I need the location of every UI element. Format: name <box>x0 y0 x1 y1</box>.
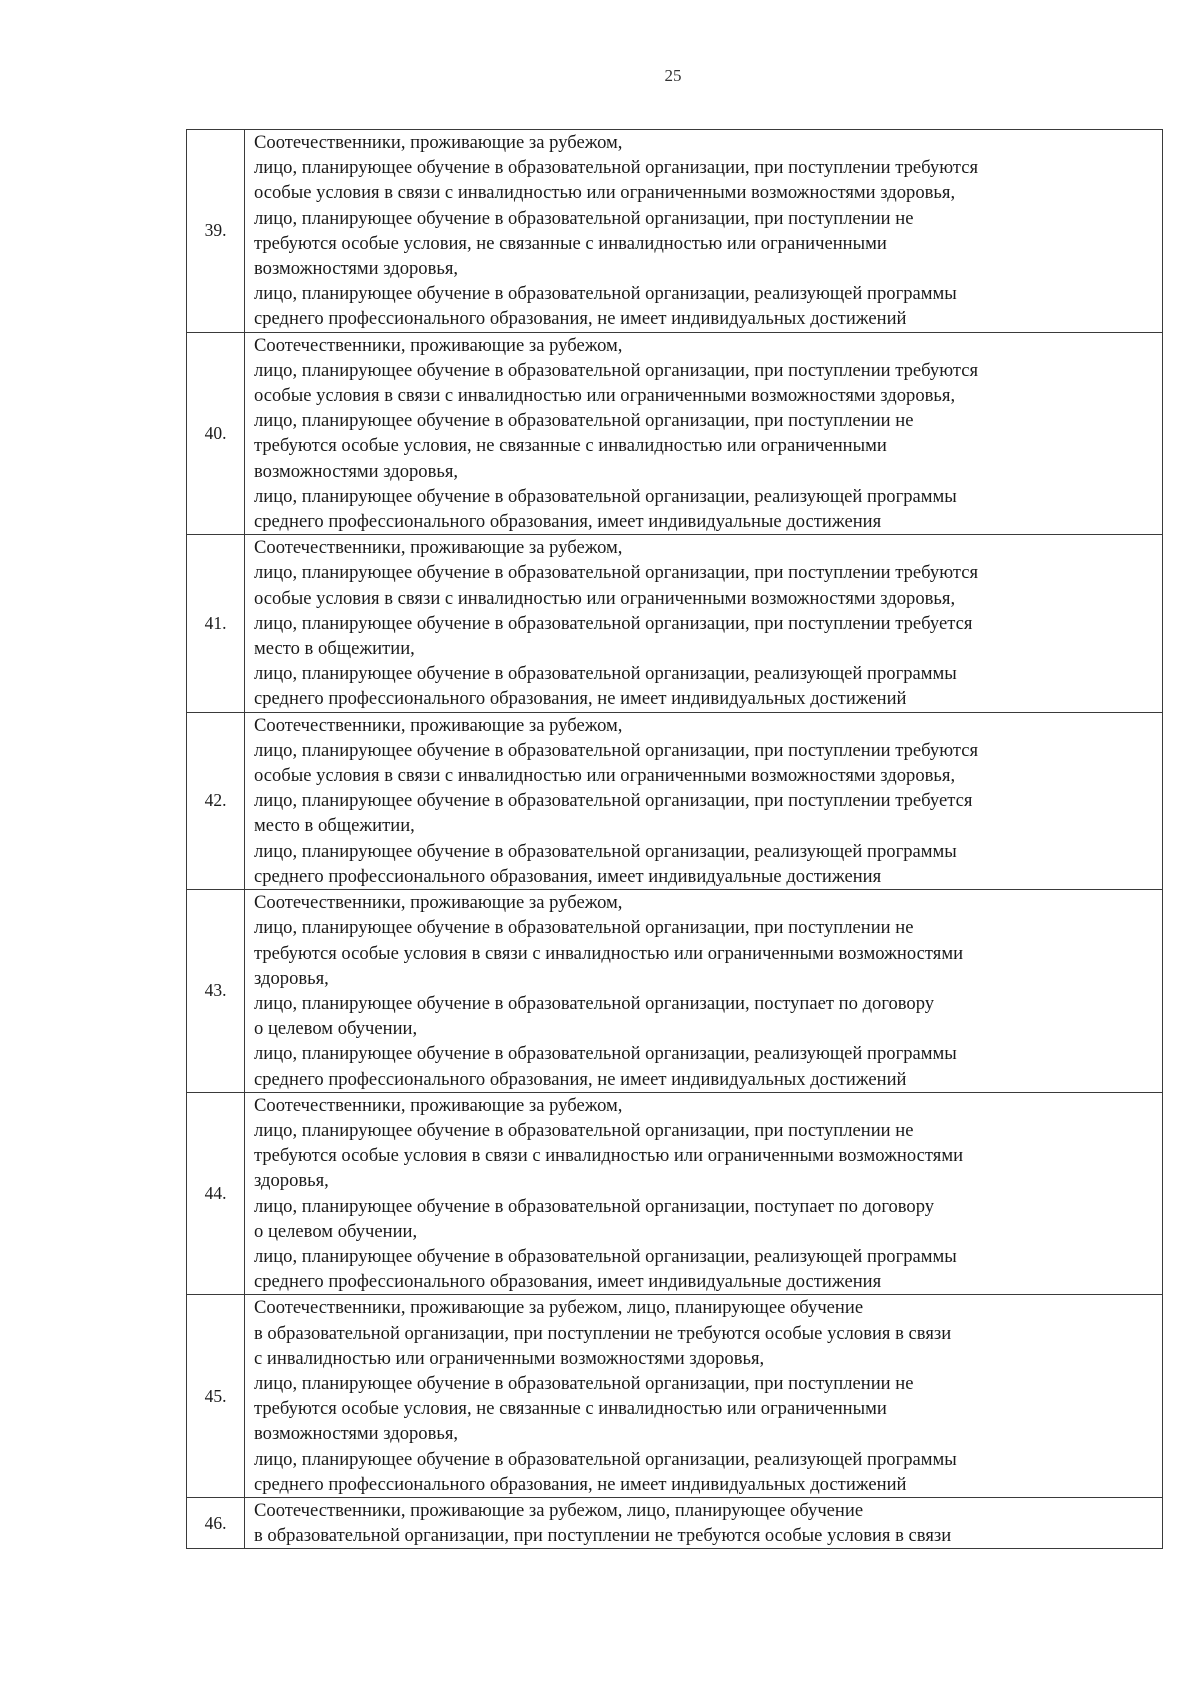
text-line: возможностями здоровья, <box>254 460 459 482</box>
row-number: 42. <box>187 712 245 889</box>
row-text <box>245 890 1163 1093</box>
text-line: требуются особые условия, не связанные с инвалидностью или ограниченными <box>254 1398 887 1420</box>
row-number: 44. <box>187 1092 245 1295</box>
text-line: Соотечественники, проживающие за рубежом, <box>254 334 623 356</box>
text-line: лицо, планирующее обучение в образовательной организации, при поступлении не <box>254 207 914 229</box>
text-line: лицо, планирующее обучение в образовательной организации, при поступлении требуется <box>254 612 973 634</box>
text-line: Соотечественники, проживающие за рубежом, лицо, планирующее обучение <box>254 1499 864 1521</box>
text-line: Соотечественники, проживающие за рубежом, <box>254 132 623 153</box>
text-line: лицо, планирующее обучение в образовательной организации, реализующей программы <box>254 840 957 862</box>
text-line: лицо, планирующее обучение в образовательной организации, при поступлении требуются <box>254 739 979 761</box>
text-line: Соотечественники, проживающие за рубежом, <box>254 537 623 559</box>
page-number: 25 <box>664 66 682 85</box>
text-line: лицо, планирующее обучение в образовательной организации, реализующей программы <box>254 1245 957 1267</box>
text-line: место в общежитии, <box>254 638 415 660</box>
text-line: требуются особые условия в связи с инвалидностью или ограниченными возможностями <box>254 942 964 964</box>
row-text <box>245 1497 1163 1548</box>
text-line: о целевом обучении, <box>254 1220 418 1242</box>
table-row <box>187 535 1163 712</box>
text-line: в образовательной организации, при поступлении не требуются особые условия в связи <box>254 1322 952 1344</box>
text-line: здоровья, <box>254 967 329 989</box>
text-line: среднего профессионального образования, имеет индивидуальные достижения <box>254 511 882 533</box>
row-number: 40. <box>187 332 245 535</box>
text-line: лицо, планирующее обучение в образовательной организации, поступает по договору <box>254 992 935 1014</box>
table-row <box>187 332 1163 535</box>
text-line: Соотечественники, проживающие за рубежом, <box>254 714 623 736</box>
text-line: требуются особые условия, не связанные с инвалидностью или ограниченными <box>254 435 887 457</box>
text-line: среднего профессионального образования, не имеет индивидуальных достижений <box>254 308 907 330</box>
row-text <box>245 535 1163 712</box>
text-line: лицо, планирующее обучение в образовательной организации, реализующей программы <box>254 283 957 305</box>
text-line: среднего профессионального образования, не имеет индивидуальных достижений <box>254 1473 907 1495</box>
text-line: лицо, планирующее обучение в образовательной организации, при поступлении не <box>254 1372 914 1394</box>
text-line: возможностями здоровья, <box>254 1423 459 1445</box>
text-line: лицо, планирующее обучение в образовательной организации, поступает по договору <box>254 1195 935 1217</box>
text-line: особые условия в связи с инвалидностью или ограниченными возможностями здоровья, <box>254 765 956 787</box>
text-line: лицо, планирующее обучение в образовательной организации, при поступлении требуются <box>254 359 979 381</box>
table-row <box>187 130 1163 333</box>
table-row <box>187 1497 1163 1548</box>
row-text <box>245 712 1163 889</box>
text-line: возможностями здоровья, <box>254 258 459 280</box>
text-line: требуются особые условия, не связанные с инвалидностью или ограниченными <box>254 232 887 254</box>
text-line: среднего профессионального образования, не имеет индивидуальных достижений <box>254 1068 907 1090</box>
text-line: лицо, планирующее обучение в образовательной организации, при поступлении требуются <box>254 562 979 584</box>
text-line: здоровья, <box>254 1170 329 1192</box>
table-row <box>187 890 1163 1093</box>
table-row <box>187 1092 1163 1295</box>
text-line: лицо, планирующее обучение в образовательной организации, при поступлении не <box>254 1119 914 1141</box>
table-row <box>187 712 1163 889</box>
row-text <box>245 332 1163 535</box>
row-number: 46. <box>187 1497 245 1548</box>
text-line: лицо, планирующее обучение в образовательной организации, реализующей программы <box>254 1043 957 1065</box>
text-line: Соотечественники, проживающие за рубежом, лицо, планирующее обучение <box>254 1297 864 1319</box>
text-line: требуются особые условия в связи с инвалидностью или ограниченными возможностями <box>254 1145 964 1167</box>
text-line: лицо, планирующее обучение в образовательной организации, при поступлении требуются <box>254 157 979 179</box>
text-line: лицо, планирующее обучение в образовательной организации, при поступлении требуется <box>254 790 973 812</box>
text-line: с инвалидностью или ограниченными возможностями здоровья, <box>254 1347 765 1369</box>
text-line: особые условия в связи с инвалидностью или ограниченными возможностями здоровья, <box>254 182 956 204</box>
text-line: лицо, планирующее обучение в образовательной организации, при поступлении не <box>254 917 914 939</box>
text-line: среднего профессионального образования, имеет индивидуальные достижения <box>254 1271 882 1293</box>
row-number: 39. <box>187 130 245 333</box>
row-number: 41. <box>187 535 245 712</box>
text-line: в образовательной организации, при поступлении не требуются особые условия в связи <box>254 1525 952 1547</box>
row-text <box>245 1295 1163 1498</box>
text-line: лицо, планирующее обучение в образовательной организации, реализующей программы <box>254 485 957 507</box>
text-line: место в общежитии, <box>254 815 415 837</box>
table-row <box>187 1295 1163 1498</box>
text-line: лицо, планирующее обучение в образовательной организации, реализующей программы <box>254 1448 957 1470</box>
criteria-table <box>186 129 1163 1549</box>
text-line: среднего профессионального образования, не имеет индивидуальных достижений <box>254 688 907 710</box>
text-line: Соотечественники, проживающие за рубежом, <box>254 892 623 914</box>
text-line: среднего профессионального образования, имеет индивидуальные достижения <box>254 865 882 887</box>
text-line: особые условия в связи с инвалидностью или ограниченными возможностями здоровья, <box>254 587 956 609</box>
row-number: 45. <box>187 1295 245 1498</box>
row-text <box>245 1092 1163 1295</box>
table-body <box>187 130 1163 1549</box>
text-line: особые условия в связи с инвалидностью или ограниченными возможностями здоровья, <box>254 385 956 407</box>
text-line: о целевом обучении, <box>254 1018 418 1040</box>
row-text <box>245 130 1163 333</box>
text-line: Соотечественники, проживающие за рубежом, <box>254 1094 623 1116</box>
text-line: лицо, планирующее обучение в образовательной организации, реализующей программы <box>254 663 957 685</box>
row-number: 43. <box>187 890 245 1093</box>
text-line: лицо, планирующее обучение в образовательной организации, при поступлении не <box>254 410 914 432</box>
